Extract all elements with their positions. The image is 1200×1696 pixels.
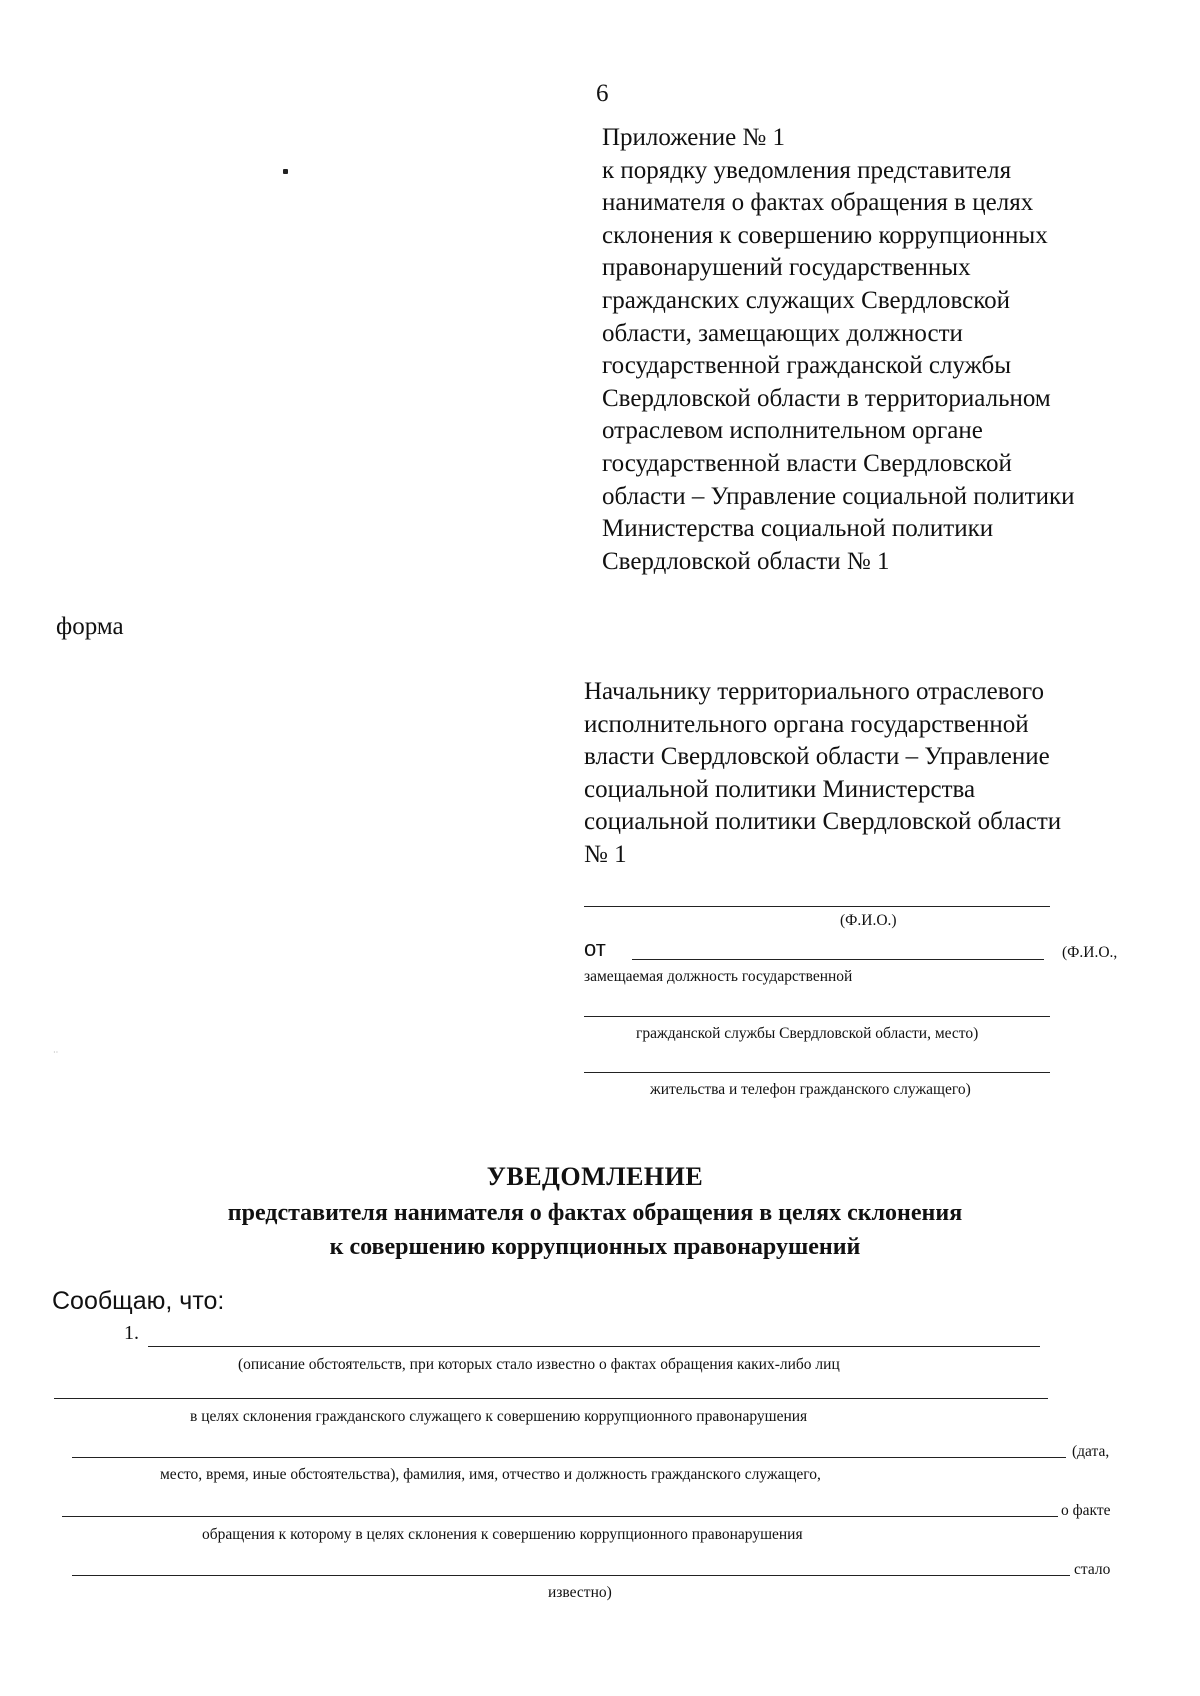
sender-service-blank-line[interactable] <box>584 1016 1050 1017</box>
from-label: от <box>584 936 606 961</box>
known-line-end: стало <box>1074 1561 1111 1578</box>
appendix-line: правонарушений государственных <box>602 254 971 282</box>
sender-fio-blank-line[interactable] <box>632 959 1044 960</box>
appendix-line: Министерства социальной политики <box>602 515 994 543</box>
addressee-line: власти Свердловской области – Управление <box>584 743 1050 771</box>
appendix-line: Свердловской области № 1 <box>602 547 890 575</box>
document-subtitle-line-2: к совершению коррупционных правонарушений <box>329 1234 861 1260</box>
fact-line-end: о факте <box>1061 1502 1111 1519</box>
appendix-line: области – Управление социальной политики <box>602 482 1075 510</box>
addressee-line: № 1 <box>584 840 627 868</box>
fio-caption: (Ф.И.О.) <box>840 912 897 929</box>
appendix-line: Свердловской области в территориальном <box>602 384 1051 412</box>
appendix-line: области, замещающих должности <box>602 319 963 347</box>
sender-fio-caption: (Ф.И.О., <box>1062 944 1118 961</box>
appendix-line: склонения к совершению коррупционных <box>602 221 1048 249</box>
document-subtitle-line-1: представителя нанимателя о фактах обращения в целях склонения <box>227 1200 963 1226</box>
details-caption: место, время, иные обстоятельства), фамилия, имя, отчество и должность гражданского служащего, <box>160 1466 821 1483</box>
known-caption: известно) <box>548 1584 612 1601</box>
fact-blank-line[interactable] <box>62 1516 1058 1517</box>
appendix-line: государственной гражданской службы <box>602 352 1012 380</box>
circumstances-blank-line[interactable] <box>148 1346 1040 1347</box>
document-title: УВЕДОМЛЕНИЕ <box>486 1162 704 1191</box>
addressee-block <box>584 676 1144 872</box>
appeal-caption: обращения к которому в целях склонения к совершению коррупционного правонарушения <box>202 1526 803 1543</box>
appendix-line: Приложение № 1 <box>602 124 786 151</box>
report-intro: Сообщаю, что: <box>52 1287 225 1315</box>
date-line-end: (дата, <box>1072 1443 1110 1460</box>
known-blank-line[interactable] <box>72 1575 1070 1576</box>
appendix-line: гражданских служащих Свердловской <box>602 286 1010 314</box>
addressee-line: социальной политики Министерства <box>584 775 976 803</box>
appendix-line: государственной власти Свердловской <box>602 449 1012 477</box>
date-blank-line[interactable] <box>72 1457 1066 1458</box>
addressee-line: исполнительного органа государственной <box>584 710 1029 738</box>
sender-position-caption: замещаемая должность государственной <box>584 968 853 985</box>
circumstances-caption: (описание обстоятельств, при которых стало известно о фактах обращения каких-либо лиц <box>238 1356 840 1373</box>
addressee-line: Начальнику территориального отраслевого <box>584 678 1044 705</box>
page-number: 6 <box>596 80 609 107</box>
appendix-header <box>602 122 1162 578</box>
appendix-line: отраслевом исполнительном органе <box>602 417 983 445</box>
fio-blank-line[interactable] <box>584 906 1050 907</box>
form-label: форма <box>56 613 124 640</box>
appendix-line: нанимателя о фактах обращения в целях <box>602 189 1034 217</box>
sender-contacts-blank-line[interactable] <box>584 1072 1050 1073</box>
item-number: 1. <box>124 1322 139 1344</box>
faint-scan-mark: ·· <box>53 1048 59 1057</box>
persuasion-caption: в целях склонения гражданского служащего к совершению коррупционного правонарушения <box>190 1408 808 1425</box>
persuasion-blank-line[interactable] <box>54 1398 1048 1399</box>
appendix-line: к порядку уведомления представителя <box>602 156 1012 184</box>
sender-service-caption: гражданской службы Свердловской области, место) <box>636 1025 979 1042</box>
addressee-line: социальной политики Свердловской области <box>584 808 1062 836</box>
stray-dot-mark <box>283 169 288 174</box>
sender-contacts-caption: жительства и телефон гражданского служащего) <box>650 1081 971 1098</box>
